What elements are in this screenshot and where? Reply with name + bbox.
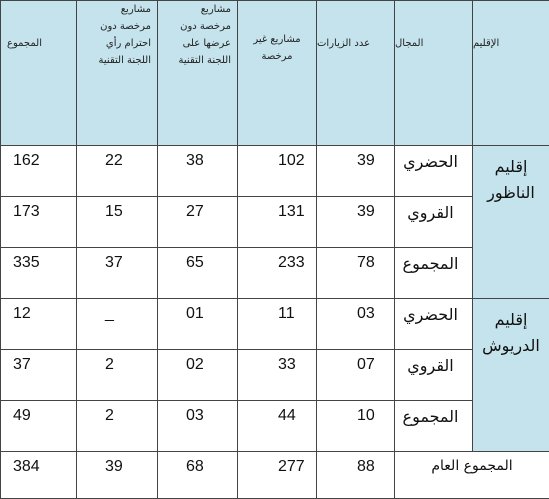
no-license-cell: 11 [238,299,317,350]
table-row [1,248,549,299]
header-projects-no-license [238,1,317,146]
not-respected-cell: 2 [77,350,158,401]
not-reviewed-cell: 01 [158,299,238,350]
header-line: مشاريع غير [242,31,312,48]
table-row [1,401,549,452]
header-area: المجال [395,1,473,146]
area-cell: المجموع [395,248,473,299]
visits-cell: 10 [317,401,395,452]
not-respected-cell: _ [77,299,158,350]
header-licensed-not-respected [77,1,158,146]
total-cell: 49 [1,401,77,452]
header-region: الإقليم [473,1,549,146]
area-cell: الحضري [395,146,473,197]
no-license-cell: 102 [238,146,317,197]
header-visits: عدد الزيارات [317,1,395,146]
header-line: احترام رأي [81,35,151,52]
not-reviewed-cell: 03 [158,401,238,452]
header-row [1,1,549,146]
visits-cell: 78 [317,248,395,299]
no-license-cell: 131 [238,197,317,248]
table-row [1,197,549,248]
area-cell: القروي [395,197,473,248]
total-cell: 335 [1,248,77,299]
not-respected-cell: 37 [77,248,158,299]
total-cell: 384 [1,452,77,499]
header-line: اللجنة التقنية [162,52,231,69]
not-reviewed-cell: 38 [158,146,238,197]
header-line: مرخصة دون [162,18,231,35]
no-license-cell: 233 [238,248,317,299]
header-licensed-not-reviewed [158,1,238,146]
area-cell: المجموع [395,401,473,452]
area-cell: القروي [395,350,473,401]
header-line: مشاريع [81,1,151,18]
header-line: مشاريع [162,1,231,18]
not-respected-cell: 39 [77,452,158,499]
region-name-line: إقليم [479,154,543,180]
not-respected-cell: 2 [77,401,158,452]
area-cell: الحضري [395,299,473,350]
region-name-line: الناظور [479,180,543,206]
not-respected-cell: 22 [77,146,158,197]
header-total: المجموع [1,1,77,146]
visits-cell: 07 [317,350,395,401]
total-cell: 37 [1,350,77,401]
region-name-line: الدريوش [479,333,543,359]
table-row [1,146,549,197]
grand-total-row [1,452,549,499]
table-row [1,350,549,401]
table-row [1,299,549,350]
header-line: اللجنة التقنية [81,52,151,69]
header-line: عرضها على [162,35,231,52]
total-cell: 173 [1,197,77,248]
not-reviewed-cell: 65 [158,248,238,299]
not-reviewed-cell: 02 [158,350,238,401]
header-line: مرخصة دون [81,18,151,35]
no-license-cell: 44 [238,401,317,452]
not-respected-cell: 15 [77,197,158,248]
no-license-cell: 33 [238,350,317,401]
visits-cell: 03 [317,299,395,350]
total-cell: 12 [1,299,77,350]
no-license-cell: 277 [238,452,317,499]
region-name-line: إقليم [479,307,543,333]
visits-cell: 39 [317,146,395,197]
header-line: مرخصة [242,48,312,65]
region-cell [473,146,549,299]
visits-cell: 88 [317,452,395,499]
visits-cell: 39 [317,197,395,248]
grand-total-label: المجموع العام [395,452,549,499]
total-cell: 162 [1,146,77,197]
not-reviewed-cell: 27 [158,197,238,248]
not-reviewed-cell: 68 [158,452,238,499]
